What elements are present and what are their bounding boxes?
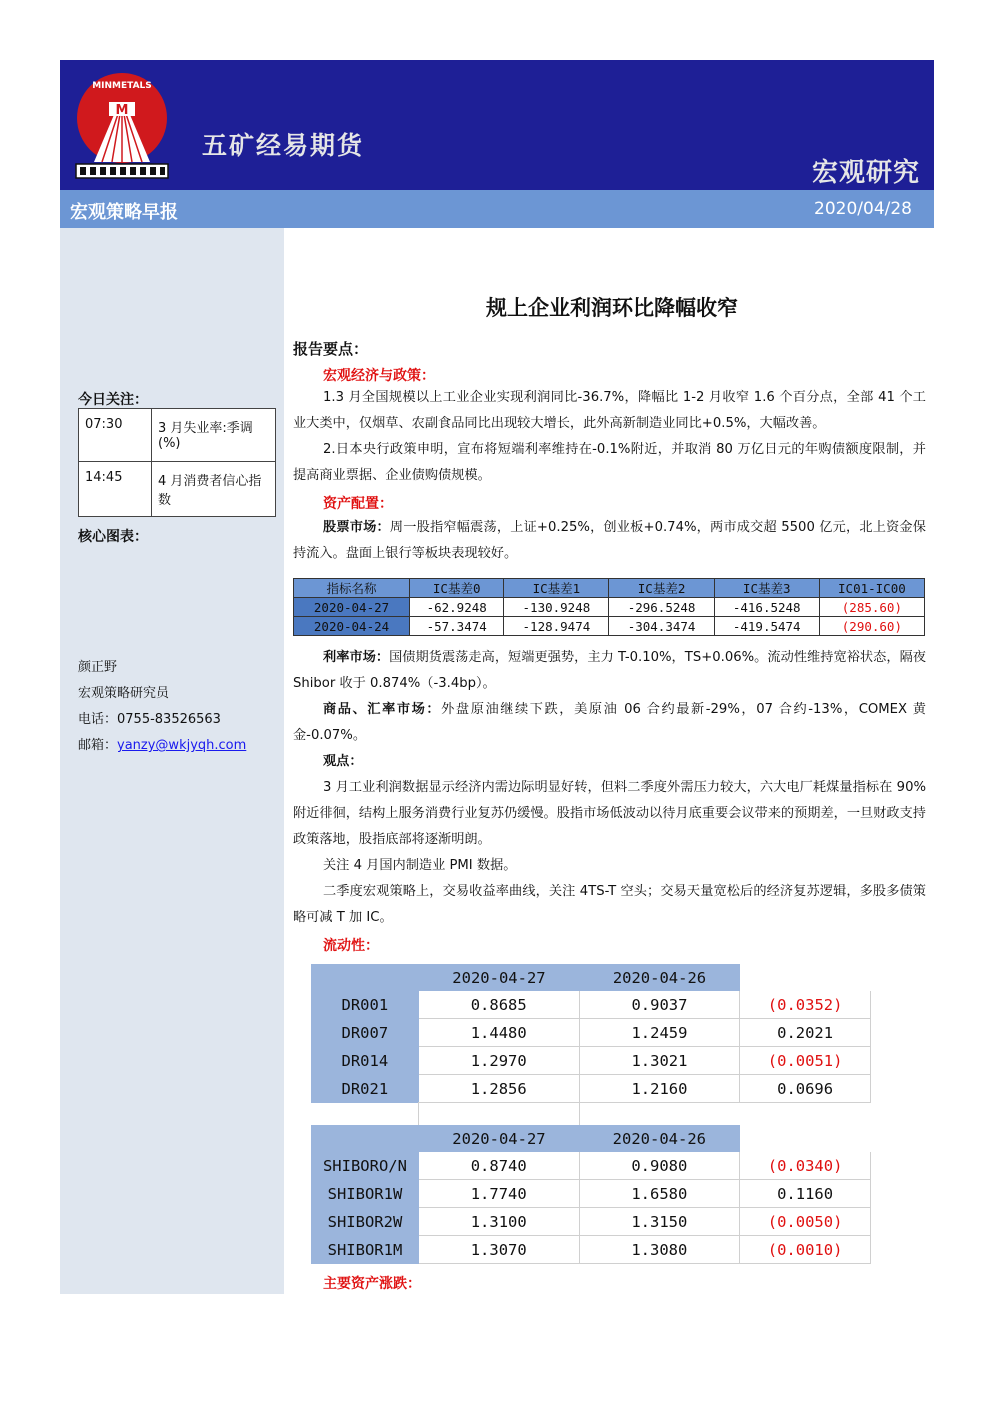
report-date: 2020/04/28 xyxy=(814,199,912,219)
table-cell: 1.3021 xyxy=(579,1047,740,1075)
table-cell: 1.7740 xyxy=(419,1180,579,1208)
svg-text:MINMETALS: MINMETALS xyxy=(92,81,152,91)
table-header-blank xyxy=(311,1125,419,1152)
table-cell: 1.2160 xyxy=(579,1075,740,1103)
view-label: 观点： xyxy=(323,754,363,769)
table-cell: 2020-04-24 xyxy=(294,617,410,636)
view-paragraph-3: 二季度宏观策略上，交易收益率曲线，关注 4TS-T 空头；交易天量宽松后的经济复苏逻辑，多股多债策略可减 T 加 IC。 xyxy=(293,884,926,925)
table-header: 指标名称 xyxy=(294,579,410,598)
table-cell: 1.3080 xyxy=(579,1236,740,1264)
table-cell: (290.60) xyxy=(819,617,924,636)
company-name: 五矿经易期货 xyxy=(202,131,365,160)
stock-label: 股票市场： xyxy=(323,520,390,535)
table-cell: -130.9248 xyxy=(504,598,609,617)
view-paragraph-1: 3 月工业利润数据显示经济内需边际明显好转，但料二季度外需压力较大，六大电厂耗煤量指标在 90%附近徘徊，结构上服务消费行业复苏仍缓慢。股指市场低波动以待月底重要会议带来的预期差，一旦财政支持政策落地，股指底部将逐渐明朗。 xyxy=(293,780,926,847)
row-name: SHIBORO/N xyxy=(311,1152,419,1180)
table-cell: 1.2459 xyxy=(579,1019,740,1047)
report-type: 宏观策略早报 xyxy=(70,202,178,223)
row-name: SHIBOR1M xyxy=(311,1236,419,1264)
table-row xyxy=(311,1180,871,1208)
table-cell: 0.8685 xyxy=(419,991,580,1019)
table-row xyxy=(294,598,925,617)
fx-label: 商品、汇率市场： xyxy=(323,702,442,717)
table-cell: -419.5474 xyxy=(714,617,819,636)
table-cell: 1.2856 xyxy=(419,1075,580,1103)
today-events-table xyxy=(78,408,276,517)
svg-text:M: M xyxy=(115,103,129,118)
view-paragraph-2: 关注 4 月国内制造业 PMI 数据。 xyxy=(323,858,517,873)
table-cell: -304.3474 xyxy=(609,617,714,636)
table-row xyxy=(311,1208,871,1236)
table-header: 2020-04-27 xyxy=(419,1125,579,1152)
stock-paragraph xyxy=(293,515,926,567)
today-focus-label: 今日关注： xyxy=(78,392,148,408)
author-position: 宏观策略研究员 xyxy=(78,686,170,701)
table-cell: 1.6580 xyxy=(579,1180,740,1208)
rate-label: 利率市场： xyxy=(323,650,390,665)
email-link[interactable]: yanzy@wkjyqh.com xyxy=(117,738,247,753)
table-cell: -128.9474 xyxy=(504,617,609,636)
table-cell: -62.9248 xyxy=(410,598,504,617)
table-header: IC基差3 xyxy=(714,579,819,598)
row-name: DR021 xyxy=(311,1075,419,1103)
table-cell: 2020-04-27 xyxy=(294,598,410,617)
table-header-row xyxy=(294,579,925,598)
event-desc: 4 月消费者信心指数 xyxy=(152,462,276,517)
table-row xyxy=(311,1047,871,1075)
core-chart-label: 核心图表： xyxy=(78,529,148,545)
macro-paragraph-1: 1.3 月全国规模以上工业企业实现利润同比-36.7%，降幅比 1-2 月收窄 1.6 个百分点，全部 41 个工业大类中，仅烟草、农副食品同比出现较大增长，此外高新制造业同比+0.5%，大幅改善。 xyxy=(293,390,926,431)
table-cell: (0.0010) xyxy=(740,1236,871,1264)
department-name: 宏观研究 xyxy=(811,158,920,188)
table-header: 2020-04-26 xyxy=(579,1125,740,1152)
minmetals-logo-icon xyxy=(74,70,170,180)
table-row xyxy=(311,1152,871,1180)
table-cell: 0.1160 xyxy=(740,1180,871,1208)
table-cell: -296.5248 xyxy=(609,598,714,617)
page-title: 规上企业利润环比降幅收窄 xyxy=(486,296,738,320)
fx-text: 外盘原油继续下跌，美原油 06 合约最新-29%，07 合约-13%，COMEX 黄金-0.07%。 xyxy=(293,702,926,743)
table-header-row xyxy=(311,964,871,991)
table-cell: 0.8740 xyxy=(419,1152,579,1180)
summary-label: 报告要点： xyxy=(293,340,369,358)
ic-basis-table xyxy=(293,578,925,636)
table-cell: 1.2970 xyxy=(419,1047,580,1075)
table-header: IC01-IC00 xyxy=(819,579,924,598)
table-header-blank xyxy=(740,1125,871,1152)
table-row xyxy=(311,1236,871,1264)
table-header: IC基差1 xyxy=(504,579,609,598)
table-header-row xyxy=(311,1125,871,1152)
table-cell: (0.0051) xyxy=(740,1047,871,1075)
table-cell: -416.5248 xyxy=(714,598,819,617)
table-cell: 0.0696 xyxy=(740,1075,871,1103)
row-name: DR001 xyxy=(311,991,419,1019)
table-cell: 0.9080 xyxy=(579,1152,740,1180)
table-cell: (0.0050) xyxy=(740,1208,871,1236)
stock-text: 周一股指窄幅震荡，上证+0.25%，创业板+0.74%，两市成交超 5500 亿元，北上资金保持流入。盘面上银行等板块表现较好。 xyxy=(293,520,926,561)
table-row xyxy=(294,617,925,636)
table-cell: (285.60) xyxy=(819,598,924,617)
table-row xyxy=(311,1019,871,1047)
report-header xyxy=(60,60,934,190)
rate-text: 国债期货震荡走高，短端更强势，主力 T-0.10%，TS+0.06%。流动性维持宽裕状态，隔夜 Shibor 收于 0.874%（-3.4bp）。 xyxy=(293,650,926,691)
table-row xyxy=(79,409,276,462)
table-header: 2020-04-26 xyxy=(579,964,740,991)
table-header: 2020-04-27 xyxy=(419,964,580,991)
section-macro: 宏观经济与政策： xyxy=(323,368,435,384)
author-name: 颜正野 xyxy=(78,660,118,675)
macro-paragraph-2: 2.日本央行政策申明，宣布将短端利率维持在-0.1%附近，并取消 80 万亿日元的年购债额度限制，并提高商业票据、企业债购债规模。 xyxy=(293,442,926,483)
table-cell: 1.3150 xyxy=(579,1208,740,1236)
table-header-blank xyxy=(740,964,871,991)
table-cell: -57.3474 xyxy=(410,617,504,636)
table-row xyxy=(311,991,871,1019)
table-cell: 0.9037 xyxy=(579,991,740,1019)
row-name: SHIBOR1W xyxy=(311,1180,419,1208)
author-phone: 电话：0755-83526563 xyxy=(78,712,221,727)
table-header: IC基差2 xyxy=(609,579,714,598)
table-cell: 1.3100 xyxy=(419,1208,579,1236)
event-time: 14:45 xyxy=(79,462,152,517)
table-cell: (0.0340) xyxy=(740,1152,871,1180)
section-major-assets: 主要资产涨跌： xyxy=(323,1276,421,1292)
author-email-row xyxy=(78,734,246,753)
table-row xyxy=(311,1075,871,1103)
table-cell: 1.3070 xyxy=(419,1236,579,1264)
dr-rate-table xyxy=(311,964,871,1131)
table-header: IC基差0 xyxy=(410,579,504,598)
table-cell: 1.4480 xyxy=(419,1019,580,1047)
shibor-rate-table xyxy=(311,1125,871,1264)
table-cell: (0.0352) xyxy=(740,991,871,1019)
row-name: SHIBOR2W xyxy=(311,1208,419,1236)
email-label: 邮箱： xyxy=(78,738,118,753)
table-cell: 0.2021 xyxy=(740,1019,871,1047)
section-asset: 资产配置： xyxy=(323,496,393,512)
table-row xyxy=(79,462,276,517)
table-header-blank xyxy=(311,964,419,991)
event-time: 07:30 xyxy=(79,409,152,462)
report-subbar xyxy=(60,190,934,228)
row-name: DR014 xyxy=(311,1047,419,1075)
fx-paragraph xyxy=(293,697,926,749)
rate-paragraph xyxy=(293,645,926,697)
event-desc: 3 月失业率:季调(%) xyxy=(152,409,276,462)
row-name: DR007 xyxy=(311,1019,419,1047)
section-liquidity: 流动性： xyxy=(323,938,379,954)
sidebar xyxy=(60,228,284,1294)
